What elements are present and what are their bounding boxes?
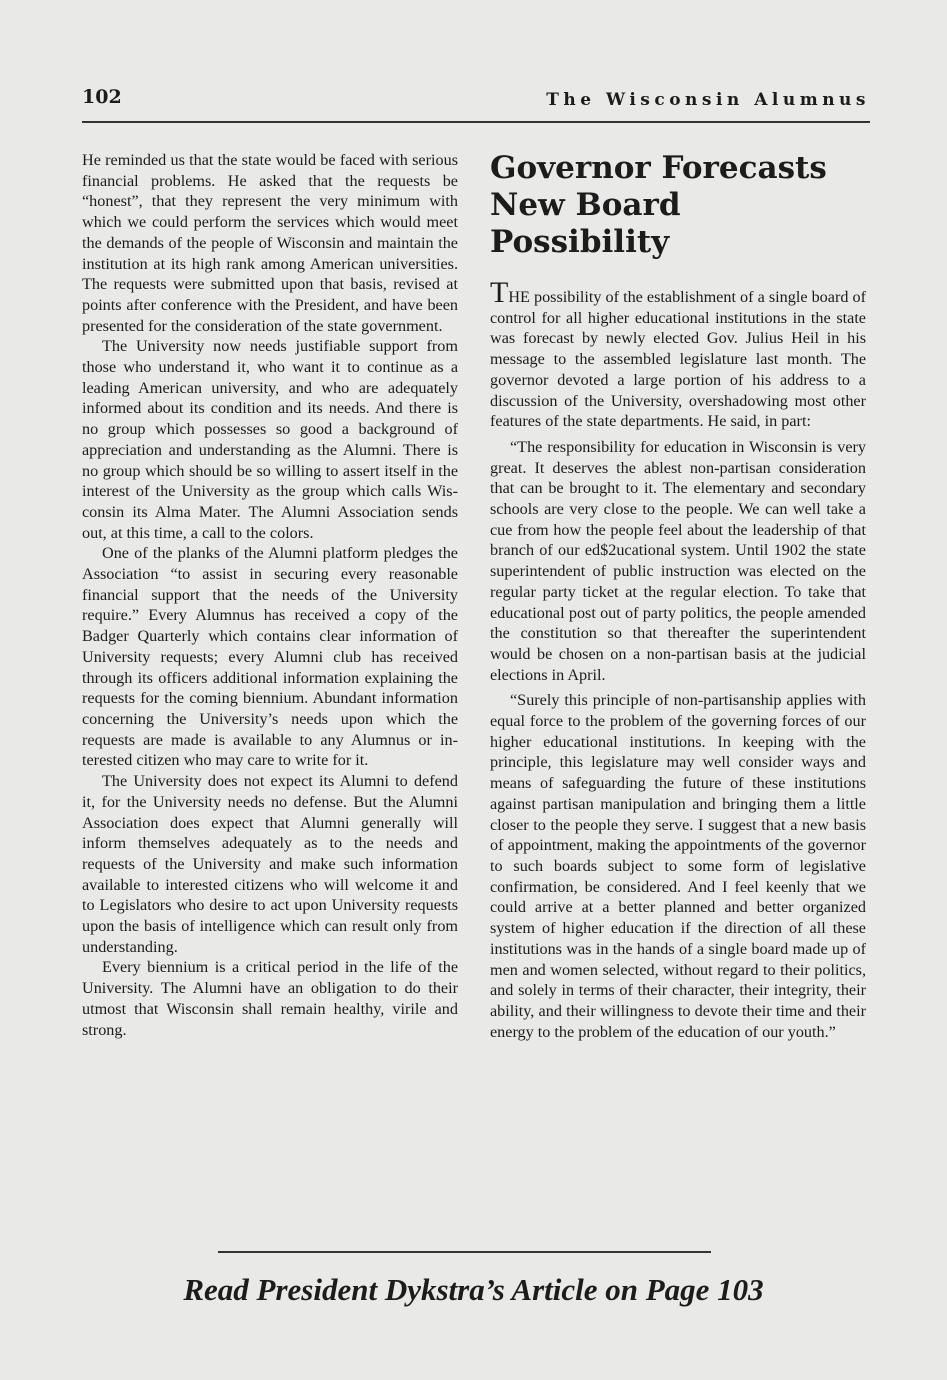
left-paragraph: One of the planks of the Alumni platform pledges the Association “to assist in securing every reasonable financial support that the needs of the University require.” Every Alumnus has received a copy of the Badger Quarterly which contains clear information of University requests; every Alumni club has received through its officers additional information explaining the requests for the coming biennium. Abundant information concerning the University’s needs upon which the requests are made is available to any Alumnus or interested citizen who may care to write for it. bbox=[82, 544, 458, 770]
left-paragraph: The University now needs justifiable support from those who understand it, who want it to continue as a leading American university, and who are adequately informed about its condition and its needs. And there is no group which possesses so good a background of appreciation and understanding as the Alumni. There is no group which should be so willing to assert itself in the interest of the University as the group which calls Wisconsin its Alma Mater. The Alumni Association sends out, at this time, a call to the colors. bbox=[82, 337, 458, 542]
headline-line: Governor Forecasts bbox=[490, 150, 827, 186]
quote-paragraph: “The responsibility for education in Wisconsin is very great. It deserves the ablest non-partisan consideration that can be brought to it. The elementary and secondary schools are very close to the people. We can well take a cue from how the people feel about the leadership of that branch of our ed$2ucational system. Until 1902 the state superintendent of public instruction was elected on the regular party ticket at the regular election. To take that educational post out of party politics, the people amended the constitution so that thereafter the superintendent would be chosen on a non-partisan basis at the judicial elections in April. bbox=[490, 437, 866, 684]
publication-title: The Wisconsin Alumnus bbox=[546, 90, 870, 110]
article-headline bbox=[490, 150, 866, 261]
left-column bbox=[82, 150, 458, 1040]
left-paragraph: He reminded us that the state would be faced with serious financial problems. He asked that the requests be “honest”, that they represent the very minimum with which we could perform the services which would meet the demands of the people of Wisconsin and maintain the institution at its high rank among American universities. The requests were submitted upon that basis, revised at points after conference with the President, and have been presented for the consideration of the state government. bbox=[82, 151, 458, 335]
right-column bbox=[490, 150, 866, 1042]
drop-cap: T bbox=[490, 276, 509, 309]
left-paragraph: Every biennium is a critical period in the life of the University. The Alumni have an obligation to do their utmost that Wisconsin shall remain healthy, virile and strong. bbox=[82, 958, 458, 1039]
headline-line: New Board Possibility bbox=[490, 187, 681, 260]
page-number: 102 bbox=[82, 86, 122, 108]
lead-text: HE possibility of the establishment of a single board of control for all higher educational institutions in the state was forecast by newly elected Gov. Julius Heil in his message to the assembled legislature last month. The governor devoted a large portion of his address to a discussion of the University, overshadowing most other features of the state departments. He said, in part: bbox=[490, 288, 866, 431]
header-rule bbox=[82, 121, 870, 123]
quote-paragraph: “Surely this principle of non-partisanship applies with equal force to the problem of the governing forces of our higher educational institutions. In keeping with the principle, this legislature may well consider ways and means of safeguarding the future of these institutions against partisan manipulation and bringing them a little closer to the people they serve. I suggest that a new basis of appointment, making the appointments of the governor to such boards subject to some form of legislative confirmation, be considered. And I feel keenly that we could arrive at a better planned and better organized system of higher education if the direction of all these institutions was in the hands of a single board made up of men and women selected, without regard to their politics, and solely in terms of their character, their integrity, their ability, and their willingness to devote their time and their energy to the problem of the education of our youth.” bbox=[490, 691, 866, 1041]
lead-paragraph bbox=[490, 276, 866, 432]
footer-callout: Read President Dykstra’s Article on Page 103 bbox=[183, 1272, 764, 1307]
left-paragraph: The University does not expect its Alumni to defend it, for the University needs no defense. But the Alumni Association does expect that Alumni generally will inform themselves adequately as to the needs and requests of the University and make such information available to interested citizens who will welcome it and to Legislators who desire to act upon University requests upon the basis of intelligence which can result only from understanding. bbox=[82, 772, 458, 956]
footer-rule bbox=[218, 1251, 711, 1253]
